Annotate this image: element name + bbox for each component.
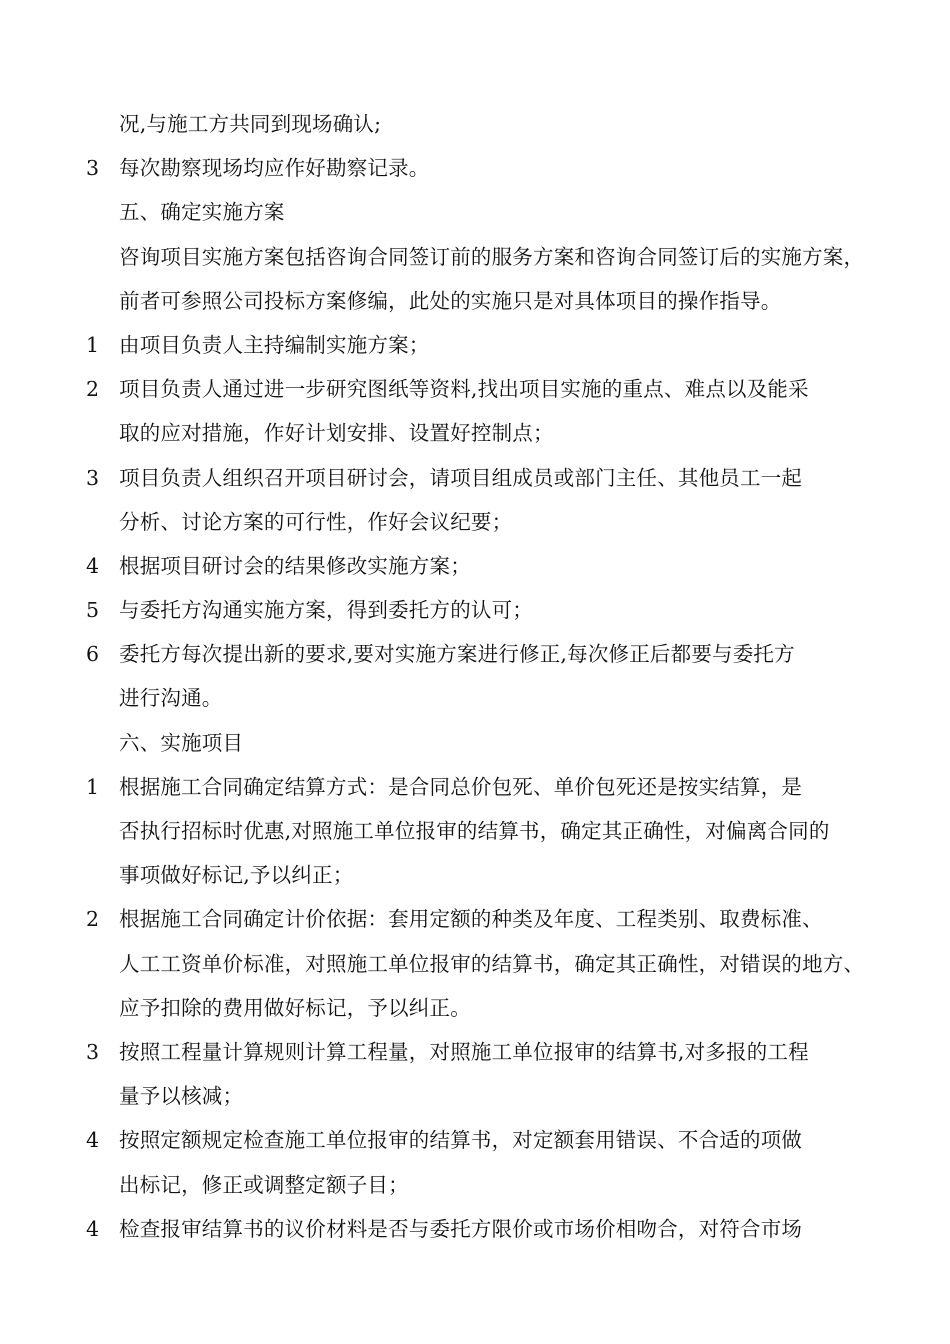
line-text: 检查报审结算书的议价材料是否与委托方限价或市场价相吻合，对符合市场 xyxy=(119,1216,803,1241)
text-line xyxy=(86,809,886,853)
text-line xyxy=(86,632,886,676)
item-number: 4 xyxy=(86,1128,100,1153)
text-line xyxy=(86,1207,886,1251)
item-number: 3 xyxy=(86,156,100,181)
item-number: 6 xyxy=(86,642,100,667)
text-line xyxy=(86,986,886,1030)
text-line xyxy=(86,102,886,146)
line-text: 分析、讨论方案的可行性，作好会议纪要； xyxy=(119,509,513,534)
text-line xyxy=(86,323,886,367)
text-line xyxy=(86,1118,886,1162)
text-line xyxy=(86,411,886,455)
line-text: 咨询项目实施方案包括咨询合同签订前的服务方案和咨询合同签订后的实施方案， xyxy=(119,244,865,269)
text-line xyxy=(86,456,886,500)
text-line xyxy=(86,279,886,323)
section-heading xyxy=(86,721,886,765)
line-text: 事项做好标记,予以纠正； xyxy=(119,863,354,888)
text-line xyxy=(86,1030,886,1074)
item-number: 5 xyxy=(86,598,100,623)
line-text: 每次勘察现场均应作好勘察记录。 xyxy=(119,156,430,181)
item-number: 3 xyxy=(86,465,100,490)
item-number: 3 xyxy=(86,1039,100,1064)
line-text: 进行沟通。 xyxy=(119,686,223,711)
line-text: 由项目负责人主持编制实施方案； xyxy=(119,332,430,357)
text-line xyxy=(86,676,886,720)
item-number: 4 xyxy=(86,1216,100,1241)
line-text: 按照定额规定检查施工单位报审的结算书，对定额套用错误、不合适的项做 xyxy=(119,1128,803,1153)
text-line xyxy=(86,146,886,190)
item-number: 1 xyxy=(86,332,100,357)
document-page xyxy=(86,102,886,1251)
text-line xyxy=(86,544,886,588)
section-heading xyxy=(86,190,886,234)
item-number: 2 xyxy=(86,907,100,932)
text-line xyxy=(86,942,886,986)
text-line xyxy=(86,853,886,897)
text-line xyxy=(86,1163,886,1207)
item-number: 2 xyxy=(86,377,100,402)
line-text: 应予扣除的费用做好标记，予以纠正。 xyxy=(119,995,471,1020)
line-text: 根据项目研讨会的结果修改实施方案； xyxy=(119,553,471,578)
line-text: 否执行招标时优惠,对照施工单位报审的结算书，确定其正确性，对偏离合同的 xyxy=(119,819,830,843)
line-text: 委托方每次提出新的要求,要对实施方案进行修正,每次修正后都要与委托方 xyxy=(119,642,795,667)
line-text: 根据施工合同确定结算方式：是合同总价包死、单价包死还是按实结算，是 xyxy=(119,774,803,799)
text-line xyxy=(86,367,886,411)
line-text: 项目负责人组织召开项目研讨会，请项目组成员或部门主任、其他员工一起 xyxy=(119,465,803,490)
line-text: 与委托方沟通实施方案，得到委托方的认可； xyxy=(119,598,533,623)
item-number: 4 xyxy=(86,553,100,578)
text-line xyxy=(86,765,886,809)
line-text: 根据施工合同确定计价依据：套用定额的种类及年度、工程类别、取费标准、 xyxy=(119,907,823,932)
line-text: 六、实施项目 xyxy=(119,730,244,755)
line-text: 项目负责人通过进一步研究图纸等资料,找出项目实施的重点、难点以及能采 xyxy=(119,377,809,402)
line-text: 况,与施工方共同到现场确认; xyxy=(119,112,382,136)
text-line xyxy=(86,1074,886,1118)
text-line xyxy=(86,588,886,632)
line-text: 取的应对措施，作好计划安排、设置好控制点； xyxy=(119,421,554,446)
line-text: 量予以核减； xyxy=(119,1084,244,1109)
line-text: 按照工程量计算规则计算工程量，对照施工单位报审的结算书,对多报的工程 xyxy=(119,1039,809,1064)
line-text: 人工工资单价标准，对照施工单位报审的结算书，确定其正确性，对错误的地方、 xyxy=(119,951,865,976)
item-number: 1 xyxy=(86,774,100,799)
text-line xyxy=(86,500,886,544)
text-line xyxy=(86,235,886,279)
line-text: 出标记，修正或调整定额子目； xyxy=(119,1172,409,1197)
text-line xyxy=(86,897,886,941)
line-text: 五、确定实施方案 xyxy=(119,200,285,225)
line-text: 前者可参照公司投标方案修编，此处的实施只是对具体项目的操作指导。 xyxy=(119,288,782,313)
